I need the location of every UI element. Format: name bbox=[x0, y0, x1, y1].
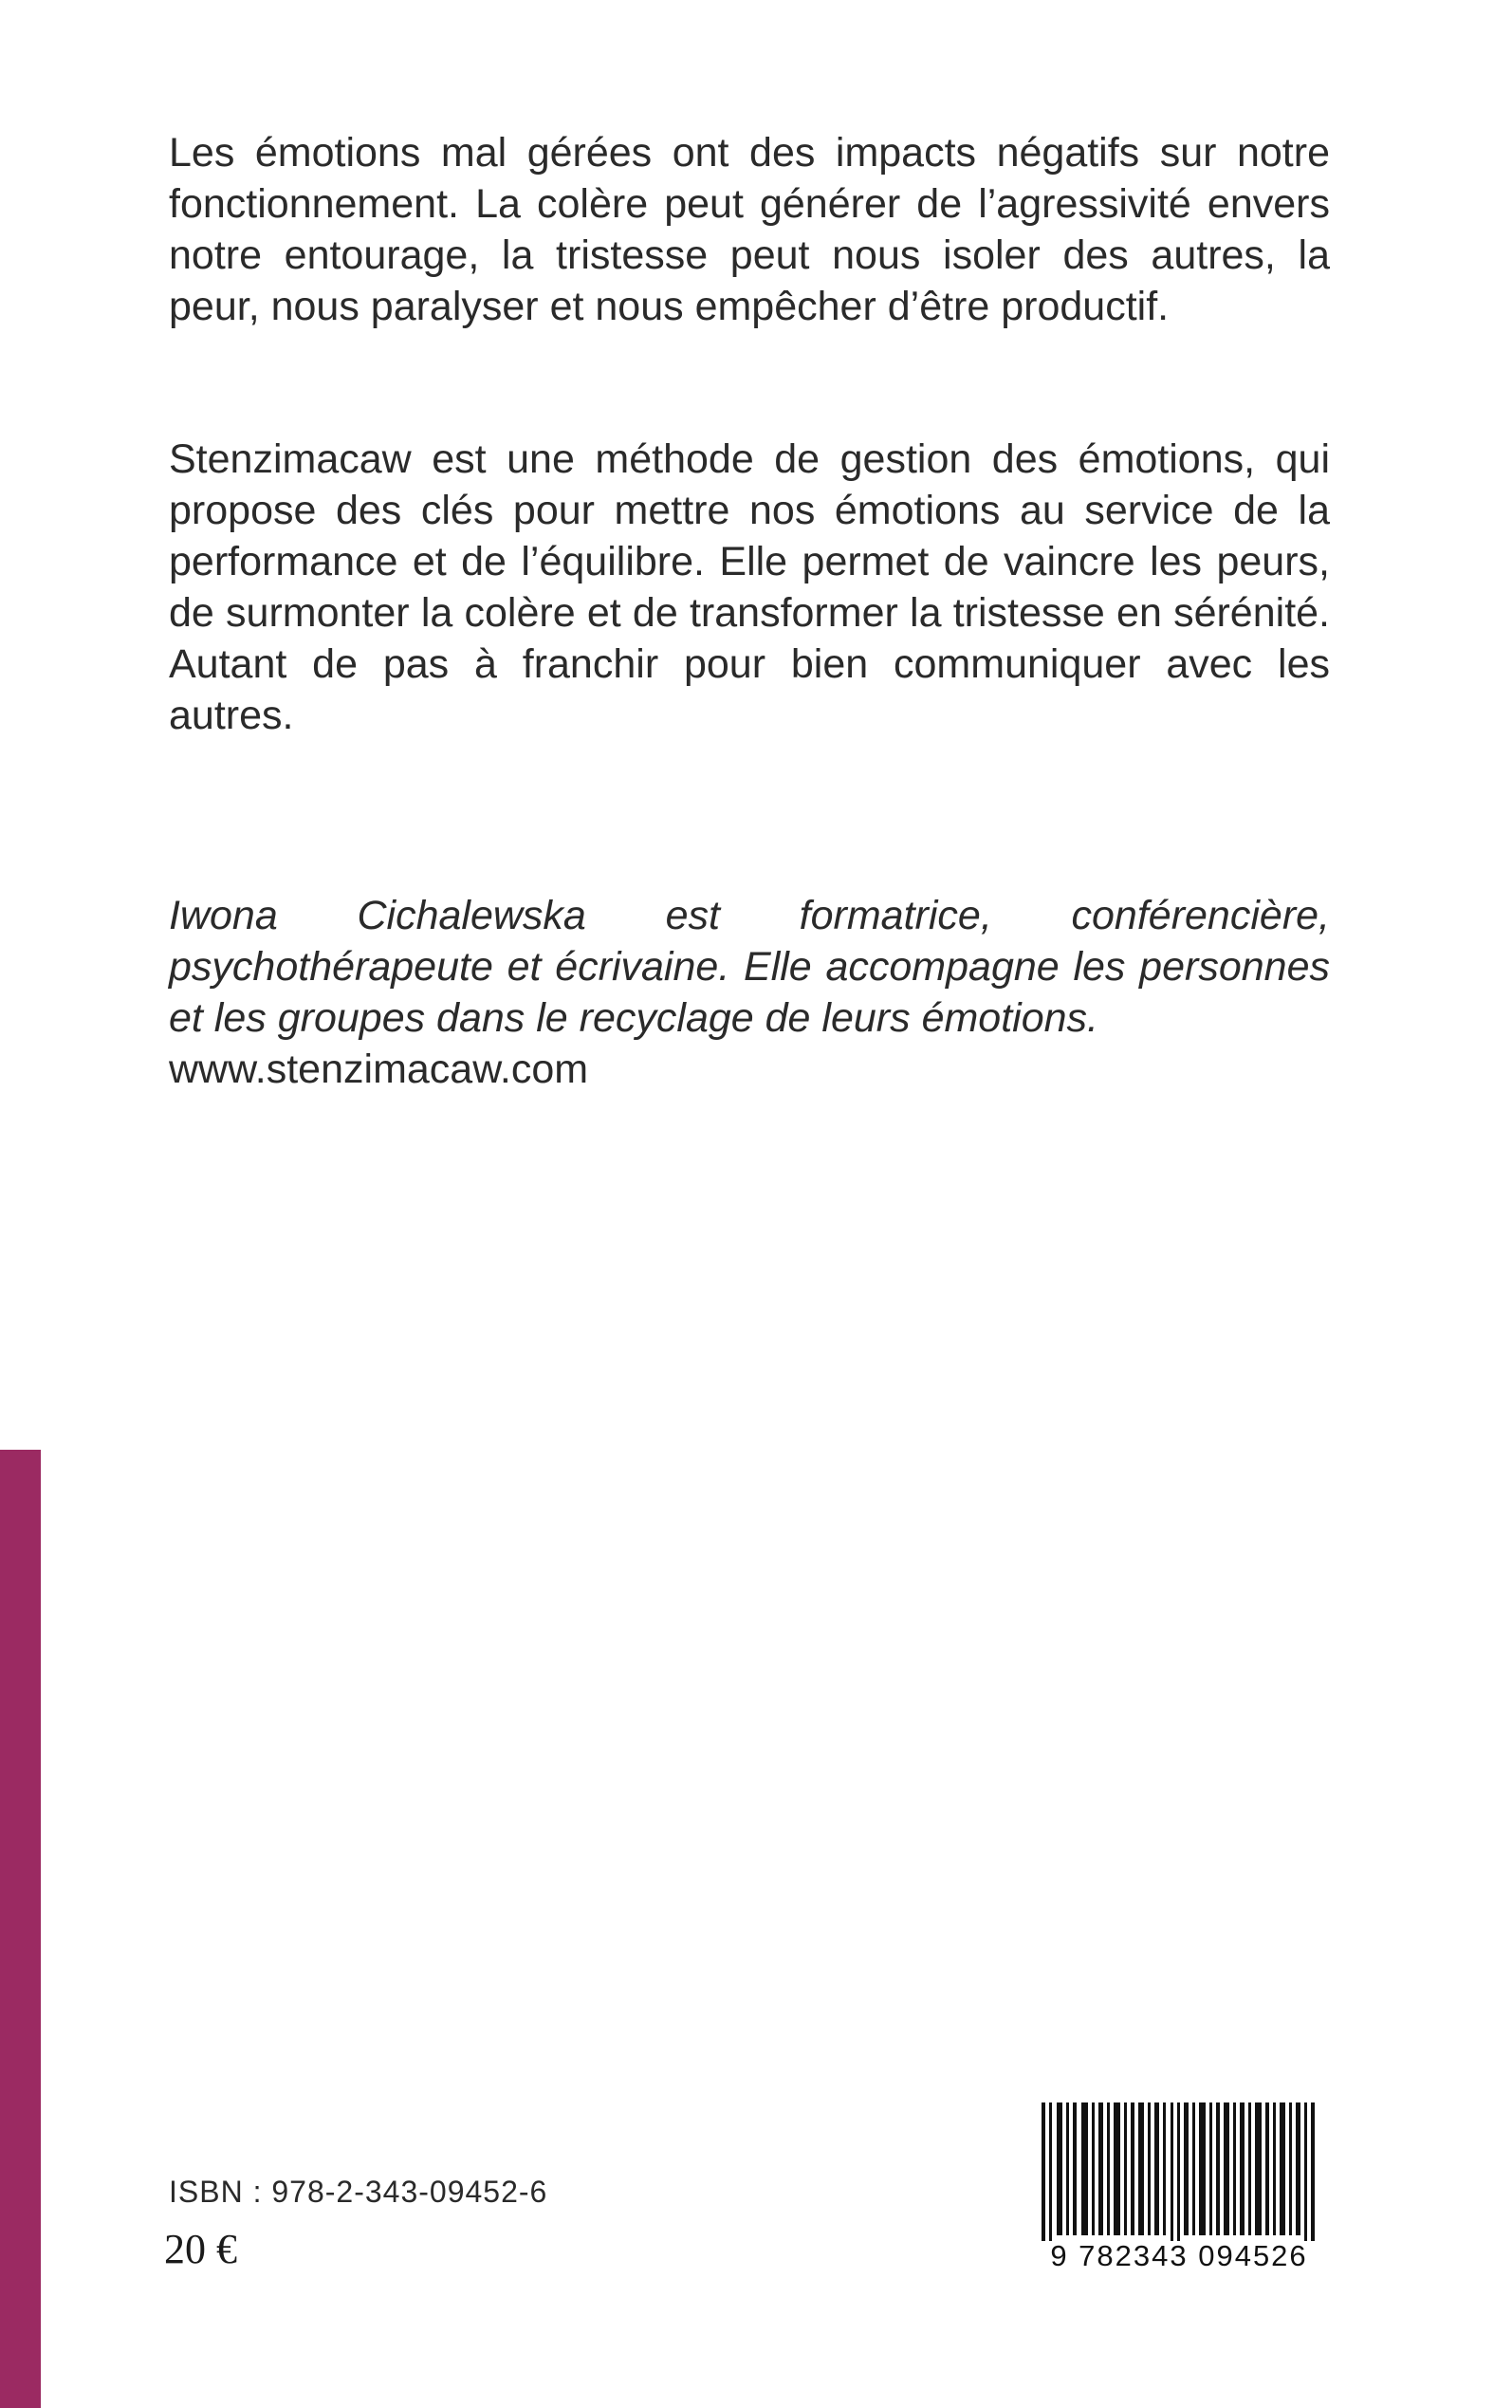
barcode bbox=[1042, 2102, 1317, 2279]
website-link: www.stenzimacaw.com bbox=[169, 1047, 589, 1092]
spine-color-stripe bbox=[0, 1450, 41, 2408]
barcode-bars-icon bbox=[1042, 2102, 1317, 2241]
isbn-label: ISBN : 978-2-343-09452-6 bbox=[169, 2175, 548, 2209]
barcode-number: 9 782343 094526 bbox=[1050, 2239, 1308, 2272]
author-bio-text: est formatrice, conférencière, psychothérapeute et écrivaine. Elle accompagne les personnes et les groupes dans le recyclage de leurs émotions. bbox=[169, 893, 1330, 1041]
author-bio bbox=[169, 890, 1330, 1095]
price-label: 20 € bbox=[164, 2226, 237, 2272]
description-paragraph-2: Stenzimacaw est une méthode de gestion des émotions, qui propose des clés pour mettre nos émotions au service de la performance et de l’équilibre. Elle permet de vaincre les peurs, de surmonter la colère et de transformer la tristesse en sérénité. Autant de pas à franchir pour bien communiquer avec les autres. bbox=[169, 436, 1330, 738]
description-paragraph-1: Les émotions mal gérées ont des impacts négatifs sur notre fonctionnement. La colère peut générer de l’agressivité envers notre entourage, la tristesse peut nous isoler des autres, la peur, nous paralyser et nous empêcher d’être productif. bbox=[169, 130, 1330, 329]
author-name: Iwona Cichalewska bbox=[169, 893, 586, 938]
